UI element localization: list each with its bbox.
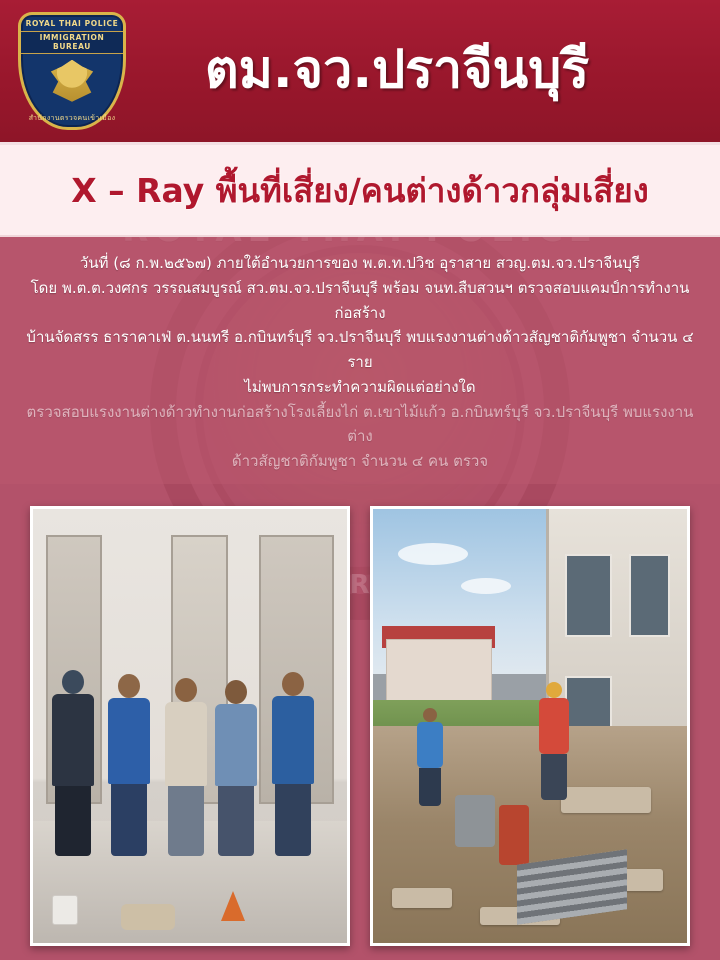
photo1-worker-body (272, 696, 314, 784)
photo2-window (565, 554, 612, 638)
photo2-person (417, 708, 443, 806)
photo1-worker-body (108, 698, 150, 784)
photo2-person-legs (419, 768, 441, 806)
photo1-worker-legs (275, 784, 311, 856)
photo2-window (629, 554, 670, 638)
police-badge (18, 12, 126, 130)
photo2-pipe (455, 795, 495, 847)
photo1-worker (215, 680, 257, 856)
photo1-worker-head (118, 674, 140, 698)
photo1-worker-head (175, 678, 197, 702)
photo1-sack (121, 904, 175, 930)
badge-mid-label: IMMIGRATION BUREAU (21, 31, 123, 54)
subtitle-text: X – Ray พื้นที่เสี่ยง/คนต่างด้าวกลุ่มเสี่ยง (71, 170, 649, 210)
photo-row (0, 484, 720, 960)
photo2-worker-head (546, 682, 562, 698)
body-line: ไม่พบการกระทำความผิดแต่อย่างใด (244, 377, 476, 396)
watermark-bottom-text: IMMIGRATION (237, 570, 483, 600)
photo2-rubble (392, 888, 452, 908)
photo2-rubble (561, 787, 651, 813)
photo1-worker-legs (111, 784, 147, 856)
photo1-worker-head (282, 672, 304, 696)
body-line: ด้าวสัญชาติกัมพูชา จำนวน ๔ คน ตรวจ (231, 452, 489, 470)
photo1-cone (221, 891, 245, 921)
header-banner (0, 0, 720, 145)
body-line: โดย พ.ต.ต.วงศกร วรรณสมบูรณ์ สว.ตม.จว.ปราจีนบุรี พร้อม จนท.สืบสวนฯ ตรวจสอบแคมป์การทำงานก่อสร้าง (30, 278, 690, 322)
photo2-worker-body (539, 698, 569, 754)
photo1-worker-head (225, 680, 247, 704)
body-line: ตรวจสอบแรงงานต่างด้าวทำงานก่อสร้างโรงเลี้ยงไก่ ต.เขาไม้แก้ว อ.กบินทร์บุรี จว.ปราจีนบุรี พบแรงงานต่าง (26, 402, 694, 446)
photo1-officer-head (62, 670, 84, 694)
photo1-worker-legs (218, 786, 254, 856)
photo1-worker-body (165, 702, 207, 786)
subtitle-band (0, 145, 720, 237)
photo2-worker-legs (541, 754, 567, 800)
photo1-officer (52, 670, 94, 856)
page-title: ตม.จว.ปราจีนบุรี (204, 40, 590, 101)
photo1-officer-legs (55, 786, 91, 856)
photo-workers-indoor (30, 506, 350, 946)
body-line: วันที่ (๘ ก.พ.๒๕๖๗) ภายใต้อำนวยการของ พ.ต.ท.ปวิช อุราสาย สวญ.ตม.จว.ปราจีนบุรี (79, 254, 641, 272)
photo2-low-building (386, 639, 493, 708)
photo2-drum (499, 805, 529, 865)
photo2-worker (539, 682, 569, 800)
photo1-officer-body (52, 694, 94, 786)
photo1-worker-legs (168, 786, 204, 856)
photo1-worker (165, 678, 207, 856)
photo1-worker (108, 674, 150, 856)
photo1-bucket (52, 895, 78, 925)
garuda-emblem-icon (49, 60, 95, 102)
photo1-worker (272, 672, 314, 856)
badge-bottom-label: สำนักงานตรวจคนเข้าเมือง (28, 114, 116, 122)
body-line: บ้านจัดสรร ธาราคาเฟ่ ต.นนทรี อ.กบินทร์บุรี จว.ปราจีนบุรี พบแรงงานต่างด้าวสัญชาติกัมพูชา จำนวน ๔ ราย (26, 328, 694, 371)
badge-top-label: ROYAL THAI POLICE (25, 19, 119, 28)
photo-construction-site (370, 506, 690, 946)
photo2-person-body (417, 722, 443, 768)
photo2-person-head (423, 708, 437, 722)
body-text-block (0, 237, 720, 484)
photo1-worker-body (215, 704, 257, 786)
